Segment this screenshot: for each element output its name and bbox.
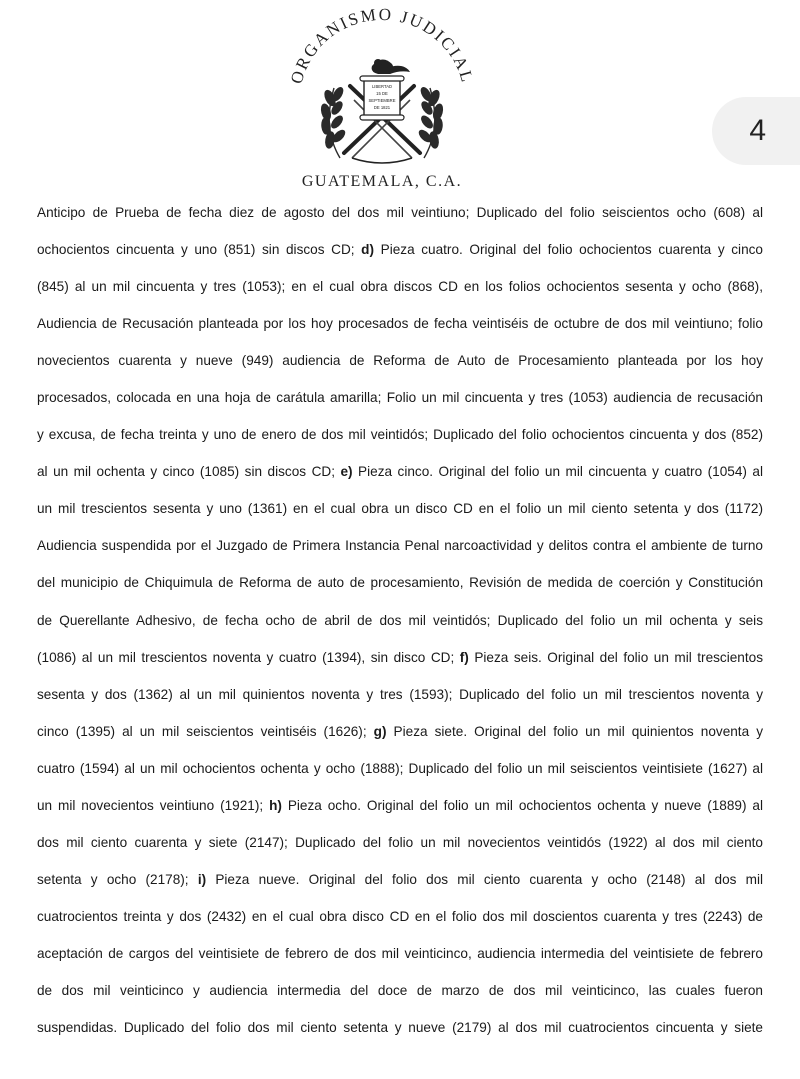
text-segment: Pieza ocho. Original del folio un mil ochocientos ochenta y nueve (1889) al	[281, 797, 763, 813]
text-line	[37, 569, 763, 606]
text-line	[37, 384, 763, 421]
text-segment: novecientos cuarenta y nueve (949) audiencia de Reforma de Auto de Procesamiento planteada por los hoy	[37, 353, 763, 369]
text-segment: Pieza seis. Original del folio un mil trescientos	[468, 649, 763, 665]
text-segment: ochocientos cincuenta y uno (851) sin discos CD;	[37, 242, 362, 258]
item-marker: d)	[361, 242, 375, 258]
seal-bottom-text: GUATEMALA, C.A.	[301, 173, 463, 190]
text-segment: Audiencia de Recusación planteada por los hoy procesados de fecha veintiséis de octubre de dos mil veintiuno; folio	[37, 316, 763, 332]
seal-scroll-text: DE 1821	[373, 105, 391, 110]
item-marker: g)	[373, 723, 387, 739]
text-segment: dos mil ciento cuarenta y siete (2147); Duplicado del folio un mil novecientos veintidós (1922) al dos mil ciento	[37, 834, 763, 850]
seal-scroll-text: 15 DE	[376, 91, 388, 96]
text-segment: Pieza siete. Original del folio un mil quinientos noventa y	[386, 723, 763, 739]
text-segment: del municipio de Chiquimula de Reforma de auto de procesamiento, Revisión de medida de coerción y Constitución	[37, 575, 763, 591]
text-segment: Anticipo de Prueba de fecha diez de agosto del dos mil veintiuno; Duplicado del folio seiscientos ocho (608) al	[37, 205, 763, 220]
text-segment: Audiencia suspendida por el Juzgado de Primera Instancia Penal narcoactividad y delitos contra el ambiente de turno	[37, 538, 763, 554]
document-body	[37, 199, 763, 1051]
text-segment: suspendidas. Duplicado del folio dos mil ciento setenta y nueve (2179) al dos mil cuatrocientos cincuenta y siete	[37, 1020, 763, 1036]
text-segment: de dos mil veinticinco y audiencia intermedia del doce de marzo de dos mil veinticinco, las cuales fueron	[37, 982, 763, 998]
text-line	[37, 532, 763, 569]
text-segment: Pieza cinco. Original del folio un mil cincuenta y cuatro (1054) al	[352, 464, 763, 480]
seal-scroll-text: SEPTIEMBRE	[368, 98, 396, 103]
item-marker: f)	[459, 649, 469, 665]
text-line	[37, 607, 763, 644]
text-segment: un mil novecientos veintiuno (1921);	[37, 797, 270, 813]
organismo-judicial-seal	[282, 8, 482, 192]
text-line	[37, 199, 763, 236]
text-segment: Pieza nueve. Original del folio dos mil ciento cuarenta y ocho (2148) al dos mil	[206, 871, 763, 887]
text-line	[37, 1014, 763, 1051]
text-line	[37, 458, 763, 495]
text-line	[37, 310, 763, 347]
text-segment: aceptación de cargos del veintisiete de febrero de dos mil veinticinco, audiencia intermedia del veintisiete de febrero	[37, 945, 763, 961]
text-segment: setenta y ocho (2178);	[37, 871, 198, 887]
svg-text:ORGANISMO JUDICIAL	[287, 8, 477, 86]
text-line	[37, 903, 763, 940]
text-line	[37, 681, 763, 718]
item-marker: h)	[269, 797, 282, 813]
text-line	[37, 940, 763, 977]
text-line	[37, 236, 763, 273]
text-line	[37, 829, 763, 866]
text-line	[37, 273, 763, 310]
text-segment: cinco (1395) al un mil seiscientos veintiséis (1626);	[37, 723, 374, 739]
text-segment: al un mil ochenta y cinco (1085) sin discos CD;	[37, 464, 341, 480]
text-line	[37, 421, 763, 458]
text-line	[37, 866, 763, 903]
text-segment: (1086) al un mil trescientos noventa y cuatro (1394), sin disco CD;	[37, 649, 460, 665]
page-number: 4	[749, 114, 766, 147]
text-line	[37, 495, 763, 532]
text-segment: un mil trescientos sesenta y uno (1361) en el cual obra un disco CD en el folio un mil ciento setenta y dos (1172)	[37, 501, 763, 517]
text-segment: cuatrocientos treinta y dos (2432) en el cual obra disco CD en el folio dos mil doscientos cuarenta y tres (2243) de	[37, 908, 763, 924]
text-segment: de Querellante Adhesivo, de fecha ocho de abril de dos mil veintidós; Duplicado del folio un mil ochenta y seis	[37, 612, 763, 628]
text-line	[37, 644, 763, 681]
seal-arc-text: ORGANISMO JUDICIAL	[286, 8, 478, 86]
text-line	[37, 755, 763, 792]
text-segment: (845) al un mil cincuenta y tres (1053); en el cual obra discos CD en los folios ochocientos sesenta y ocho (868),	[37, 279, 763, 295]
text-segment: y excusa, de fecha treinta y uno de enero de dos mil veintidós; Duplicado del folio ochocientos cincuenta y dos (852)	[37, 427, 763, 443]
text-segment: sesenta y dos (1362) al un mil quinientos noventa y tres (1593); Duplicado del folio un mil trescientos noventa y	[37, 686, 763, 702]
text-segment: Pieza cuatro. Original del folio ochocientos cuarenta y cinco	[374, 242, 763, 258]
text-segment: cuatro (1594) al un mil ochocientos ochenta y ocho (1888); Duplicado del folio un mil seiscientos veintisiete (1627) al	[37, 760, 763, 776]
item-marker: i)	[197, 871, 207, 887]
seal-scroll-text: LIBERTAD	[371, 84, 393, 89]
text-line	[37, 792, 763, 829]
item-marker: e)	[340, 464, 353, 480]
text-segment: procesados, colocada en una hoja de carátula amarilla; Folio un mil cincuenta y tres (1053) audiencia de recusación	[37, 390, 763, 406]
text-line	[37, 347, 763, 384]
text-line	[37, 718, 763, 755]
text-line	[37, 977, 763, 1014]
